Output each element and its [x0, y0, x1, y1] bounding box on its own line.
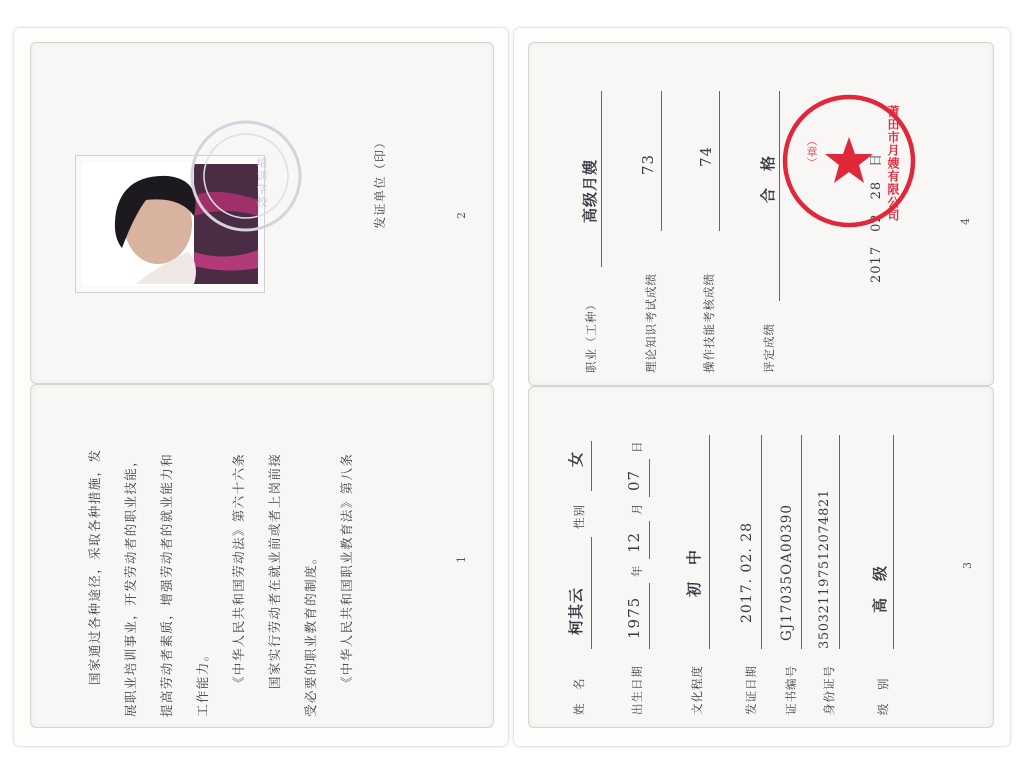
rating-value: 合 格	[759, 154, 777, 203]
certificate-number-label: 证书编号	[784, 665, 798, 715]
page-2	[30, 42, 494, 384]
level-label: 级 别	[876, 677, 890, 715]
id-number-label: 身份证号	[822, 665, 836, 715]
page-3	[528, 386, 994, 728]
skill-score-value: 74	[697, 145, 715, 167]
law-paragraph-line-6: 受必要的职业教育的制度。	[303, 550, 318, 717]
education-label: 文化程度	[690, 665, 704, 715]
law-paragraph-line-3: 提高劳动者素质，增强劳动者的就业能力和	[159, 452, 174, 717]
theory-score-value: 73	[639, 153, 657, 175]
page-1	[30, 384, 494, 728]
gender-label: 性别	[572, 504, 586, 529]
occupation-value: 高级月嫂	[581, 158, 599, 223]
law-paragraph-line-1: 国家通过各种途径，采取各种措施，发	[87, 448, 102, 685]
issue-date-stamp: 2017 02 28 日	[869, 152, 884, 283]
occupation-label: 职业（工种）	[584, 298, 598, 373]
birth-month-unit: 月	[630, 502, 644, 515]
birth-year-unit: 年	[630, 564, 644, 577]
id-number-value: 350321197512074821	[817, 489, 832, 649]
law-paragraph-line-4: 工作能力。	[195, 647, 210, 717]
page-4	[528, 42, 994, 386]
education-value: 初 中	[685, 548, 703, 597]
issuer-label: 发证单位（印）	[373, 135, 387, 229]
skill-score-label: 操作技能考核成绩	[702, 273, 716, 373]
gender-value: 女	[567, 450, 585, 467]
company-seal	[779, 91, 919, 231]
name-value: 柯其云	[567, 586, 585, 635]
issue-date-value: 2017. 02. 28	[739, 521, 755, 623]
law-paragraph-line-2: 展职业培训事业，开发劳动者的职业技能，	[123, 452, 138, 717]
embossed-seal-text: 培训学校	[255, 157, 268, 209]
theory-score-label: 理论知识考试成绩	[644, 273, 658, 373]
right-sheet	[514, 28, 1010, 746]
name-label: 姓 名	[572, 677, 586, 715]
page-number-1: 1	[455, 556, 468, 563]
left-sheet	[14, 28, 508, 746]
company-seal-text: 莆田市月嫂有限公司	[886, 105, 900, 222]
embossed-seal	[187, 117, 305, 235]
page-number-4: 4	[959, 218, 972, 225]
rating-label: 评定成绩	[762, 323, 776, 373]
company-seal-inner-text: （章）	[805, 135, 818, 168]
birth-day-unit: 日	[630, 440, 644, 453]
birth-date-label: 出生日期	[630, 665, 644, 715]
birth-year-value: 1975	[625, 596, 643, 639]
law-citation-1: 《中华人民共和国劳动法》第六十六条	[231, 452, 246, 689]
birth-day-value: 07	[625, 469, 643, 491]
issue-date-label: 发证日期	[744, 665, 758, 715]
law-citation-2: 《中华人民共和国职业教育法》第八条	[339, 452, 354, 689]
level-value: 高 级	[871, 564, 889, 613]
page-number-2: 2	[455, 212, 468, 219]
birth-month-value: 12	[625, 531, 643, 553]
certificate-number-value: GJ17035OA00390	[779, 504, 795, 641]
page-number-3: 3	[961, 562, 974, 569]
law-paragraph-line-5: 国家实行劳动者在就业前或者上岗前接	[267, 452, 282, 689]
